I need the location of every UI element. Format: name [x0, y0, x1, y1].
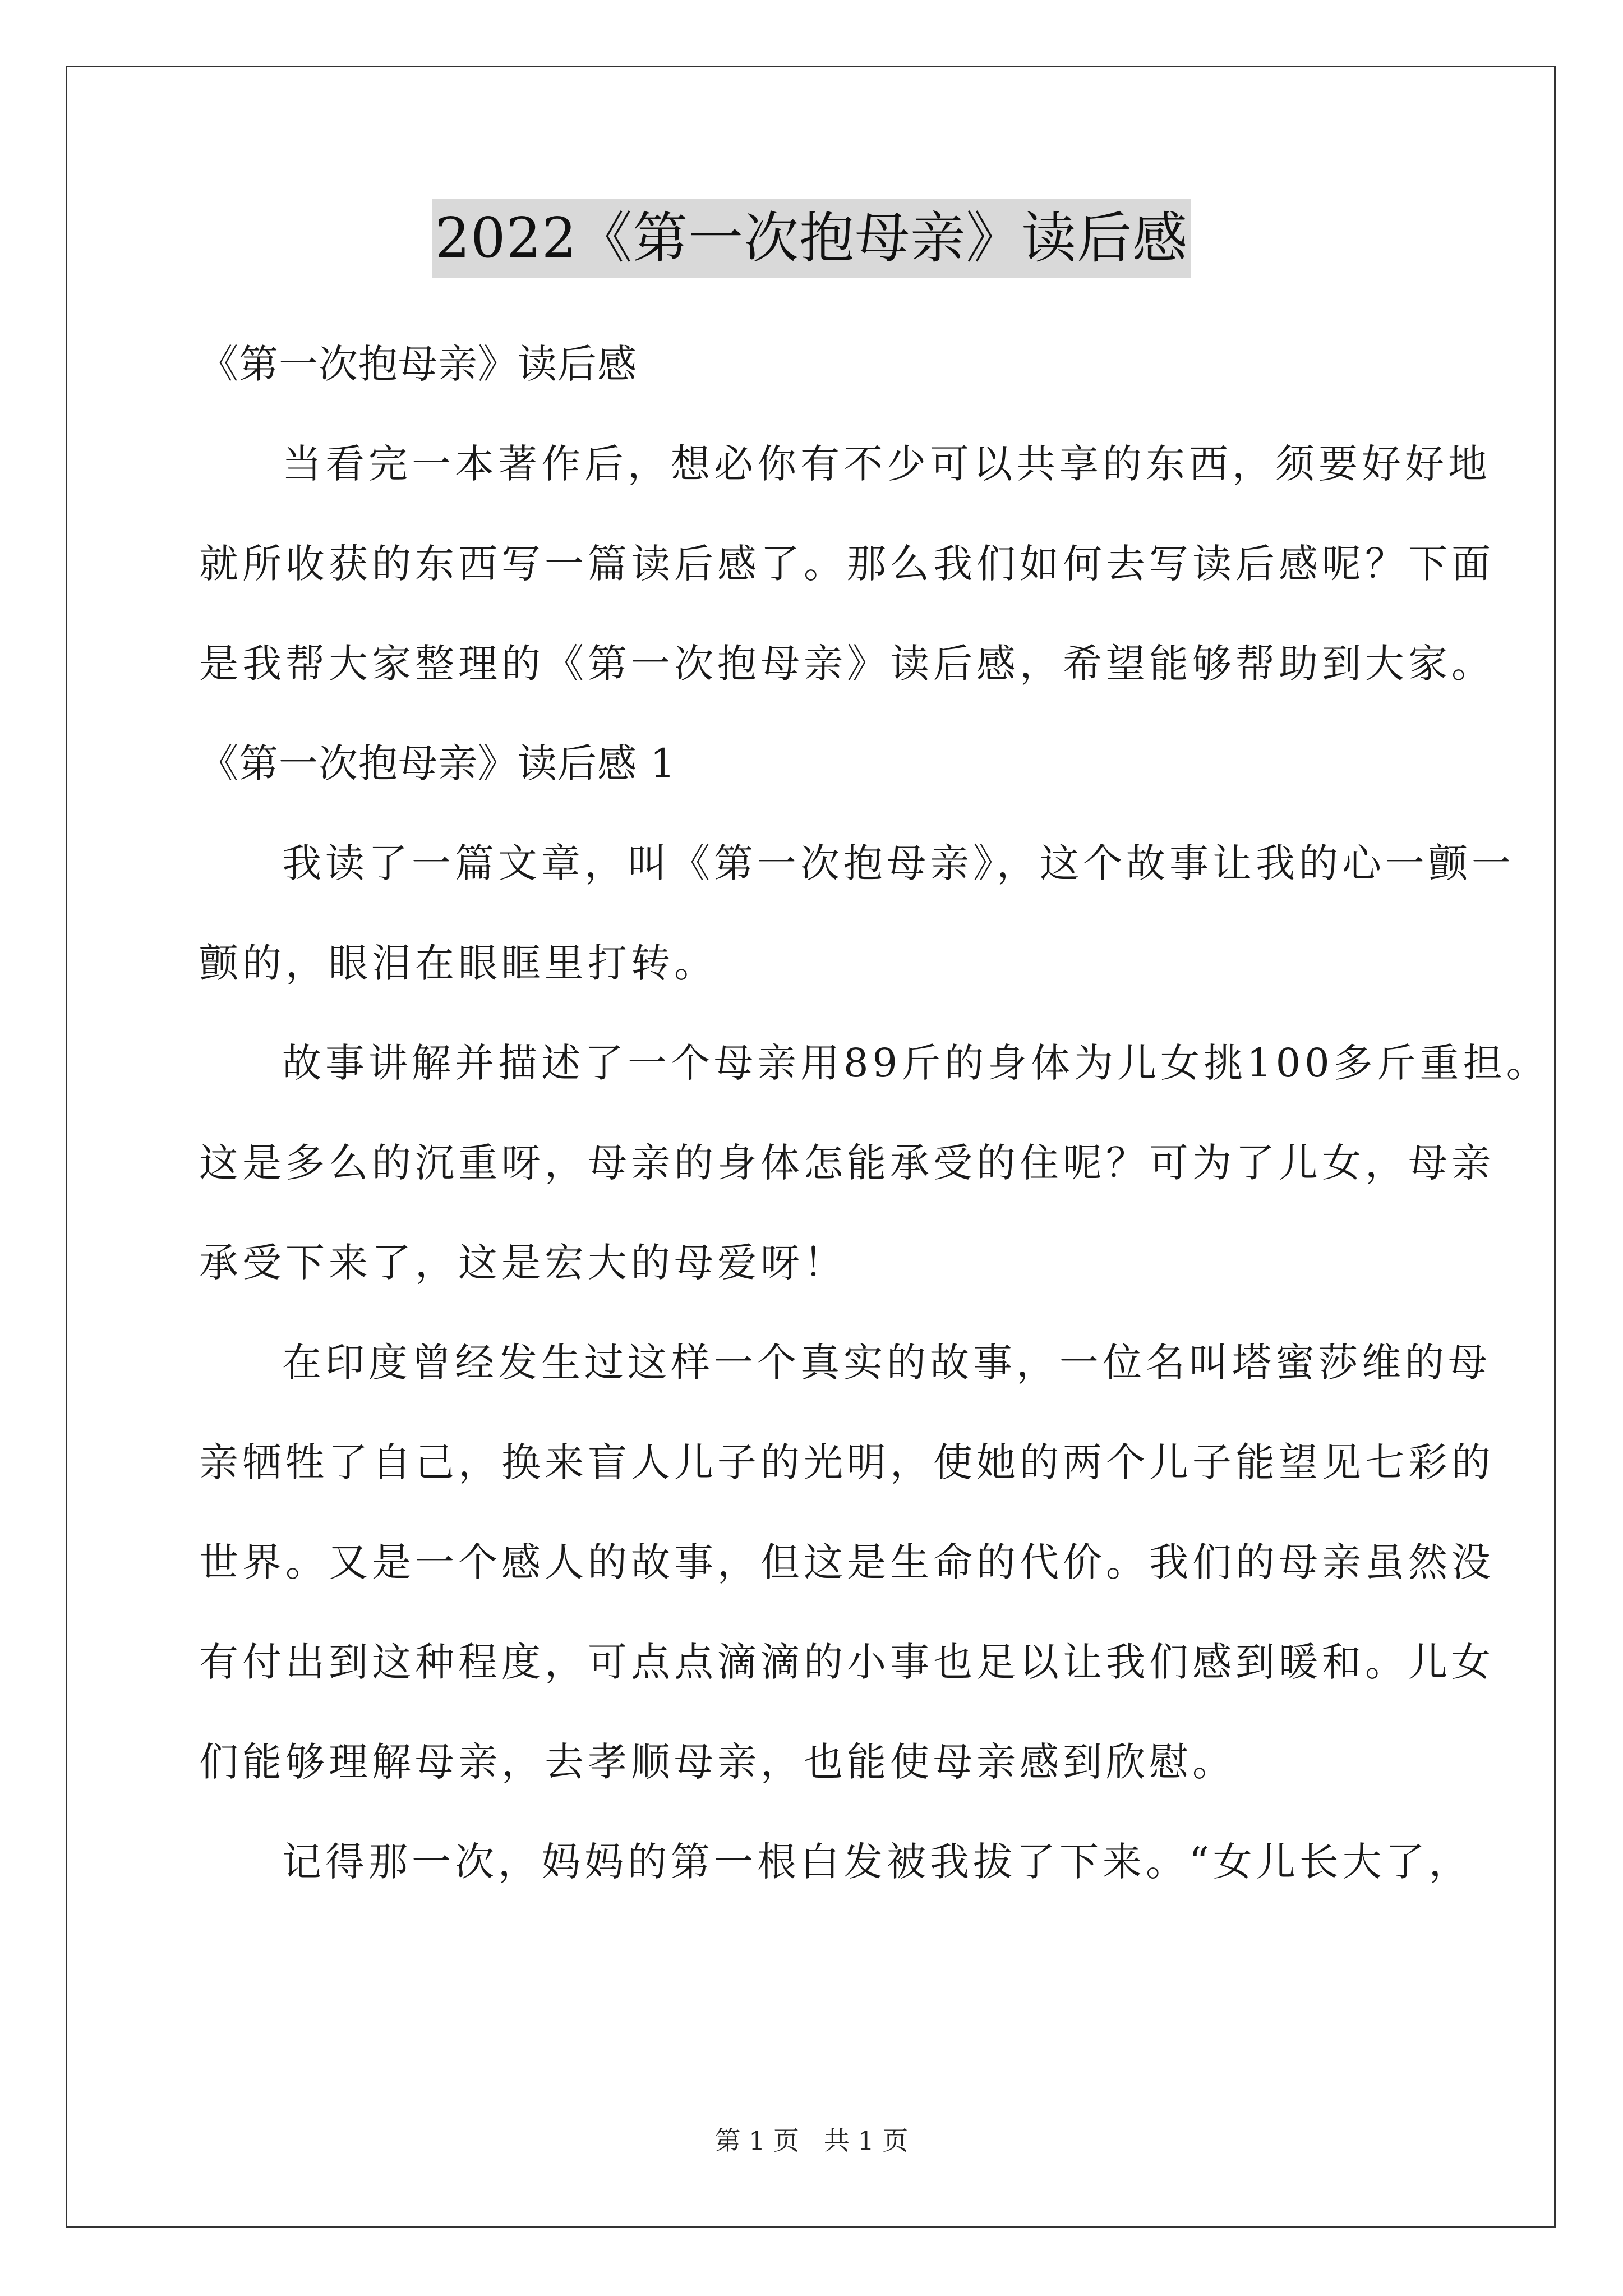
paragraph-line: 故事讲解并描述了一个母亲用89斤的身体为儿女挑100多斤重担。	[282, 1040, 1550, 1086]
paragraph-line: 这是多么的沉重呀，母亲的身体怎能承受的住呢？可为了儿女，母亲	[199, 1140, 1495, 1186]
paragraph-line: 记得那一次，妈妈的第一根白发被我拔了下来。“女儿长大了，	[282, 1839, 1472, 1885]
paragraph-line: 承受下来了，这是宏大的母爱呀！	[199, 1240, 847, 1286]
paragraph-line: 们能够理解母亲，去孝顺母亲，也能使母亲感到欣慰。	[199, 1739, 1235, 1785]
subheading-line: 《第一次抱母亲》读后感 1	[199, 740, 676, 786]
page-footer: 第 1 页 共 1 页	[714, 2125, 909, 2156]
paragraph-line: 世界。又是一个感人的故事，但这是生命的代价。我们的母亲虽然没	[199, 1539, 1495, 1585]
paragraph-line: 颤的，眼泪在眼眶里打转。	[199, 940, 717, 986]
paragraph-line: 就所收获的东西写一篇读后感了。那么我们如何去写读后感呢？下面	[199, 541, 1495, 587]
paragraph-line: 我读了一篇文章，叫《第一次抱母亲》，这个故事让我的心一颤一	[282, 840, 1515, 886]
title-container	[0, 199, 1623, 278]
paragraph-line: 亲牺牲了自己，换来盲人儿子的光明，使她的两个儿子能望见七彩的	[199, 1439, 1495, 1485]
paragraph-line: 当看完一本著作后，想必你有不少可以共享的东西，须要好好地	[282, 441, 1491, 487]
paragraph-line: 在印度曾经发生过这样一个真实的故事，一位名叫塔蜜莎维的母	[282, 1340, 1491, 1386]
subheading-line: 《第一次抱母亲》读后感	[199, 341, 637, 387]
document-body	[199, 314, 1550, 1912]
paragraph-line: 有付出到这种程度，可点点滴滴的小事也足以让我们感到暖和。儿女	[199, 1639, 1495, 1685]
document-title: 2022《第一次抱母亲》读后感	[432, 199, 1191, 278]
paragraph-line: 是我帮大家整理的《第一次抱母亲》读后感，希望能够帮助到大家。	[199, 641, 1495, 687]
